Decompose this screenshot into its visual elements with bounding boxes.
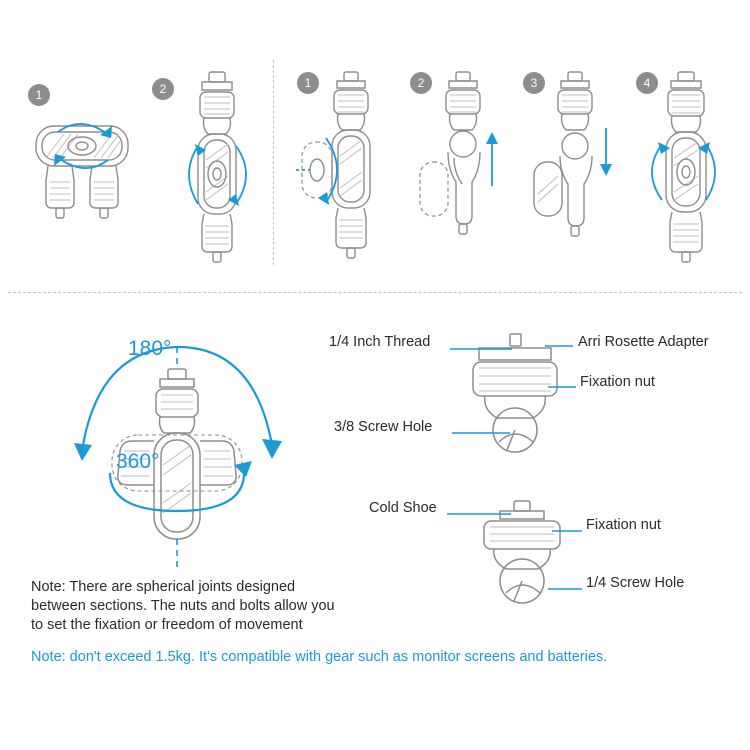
- step-badge-top-left-1: [28, 84, 50, 106]
- step-badge-top-left-2: [152, 78, 174, 100]
- callout-line-fixation-nut-upper: [548, 381, 578, 393]
- illustration-step-2-vertical-bar: [184, 66, 264, 266]
- callout-line-fixation-nut-lower: [552, 525, 584, 537]
- callout-label-three-eighth-screw-hole: 3/8 Screw Hole: [334, 419, 433, 435]
- callout-line-cold-shoe: [447, 508, 517, 520]
- note-line-3: to set the fixation or freedom of movement: [31, 617, 303, 633]
- note-line-1: Note: There are spherical joints designed: [31, 579, 296, 595]
- step-number: 2: [410, 72, 432, 94]
- top-section-vertical-divider: [273, 60, 274, 265]
- step-number: 1: [28, 84, 50, 106]
- note-block: [31, 578, 431, 635]
- illustration-step-1-horizontal-bar: [22, 110, 142, 230]
- rotation-angle-horizontal: 360°: [116, 450, 160, 473]
- step-number: 2: [152, 78, 174, 100]
- callout-line-quarter-inch-thread: [450, 343, 520, 355]
- section-divider: [8, 292, 742, 293]
- step-number: 4: [636, 72, 658, 94]
- step-number: 3: [523, 72, 545, 94]
- note-line-2: between sections. The nuts and bolts allow you: [31, 598, 335, 614]
- rotation-angle-vertical: 180°: [128, 337, 172, 360]
- callout-label-quarter-screw-hole: 1/4 Screw Hole: [586, 575, 685, 591]
- callout-line-arri-rosette-adapter: [545, 340, 575, 352]
- callout-line-three-eighth-screw-hole: [452, 427, 522, 439]
- callout-label-fixation-nut-lower: Fixation nut: [586, 517, 661, 533]
- callout-line-quarter-screw-hole: [548, 583, 584, 595]
- illustration-assembly-step-1: [296, 66, 406, 266]
- callout-label-cold-shoe: Cold Shoe: [369, 500, 437, 516]
- note-highlight: Note: don't exceed 1.5kg. It's compatible with gear such as monitor screens and batteries.: [31, 649, 608, 665]
- step-number: 1: [297, 72, 319, 94]
- callout-label-quarter-inch-thread: 1/4 Inch Thread: [329, 334, 431, 350]
- illustration-assembly-step-2: [408, 66, 518, 266]
- callout-label-arri-rosette-adapter: Arri Rosette Adapter: [578, 334, 709, 350]
- illustration-assembly-step-3: [520, 66, 630, 266]
- rotation-diagram: [40, 325, 320, 585]
- illustration-assembly-step-4: [648, 66, 738, 266]
- callout-label-fixation-nut-upper: Fixation nut: [580, 374, 655, 390]
